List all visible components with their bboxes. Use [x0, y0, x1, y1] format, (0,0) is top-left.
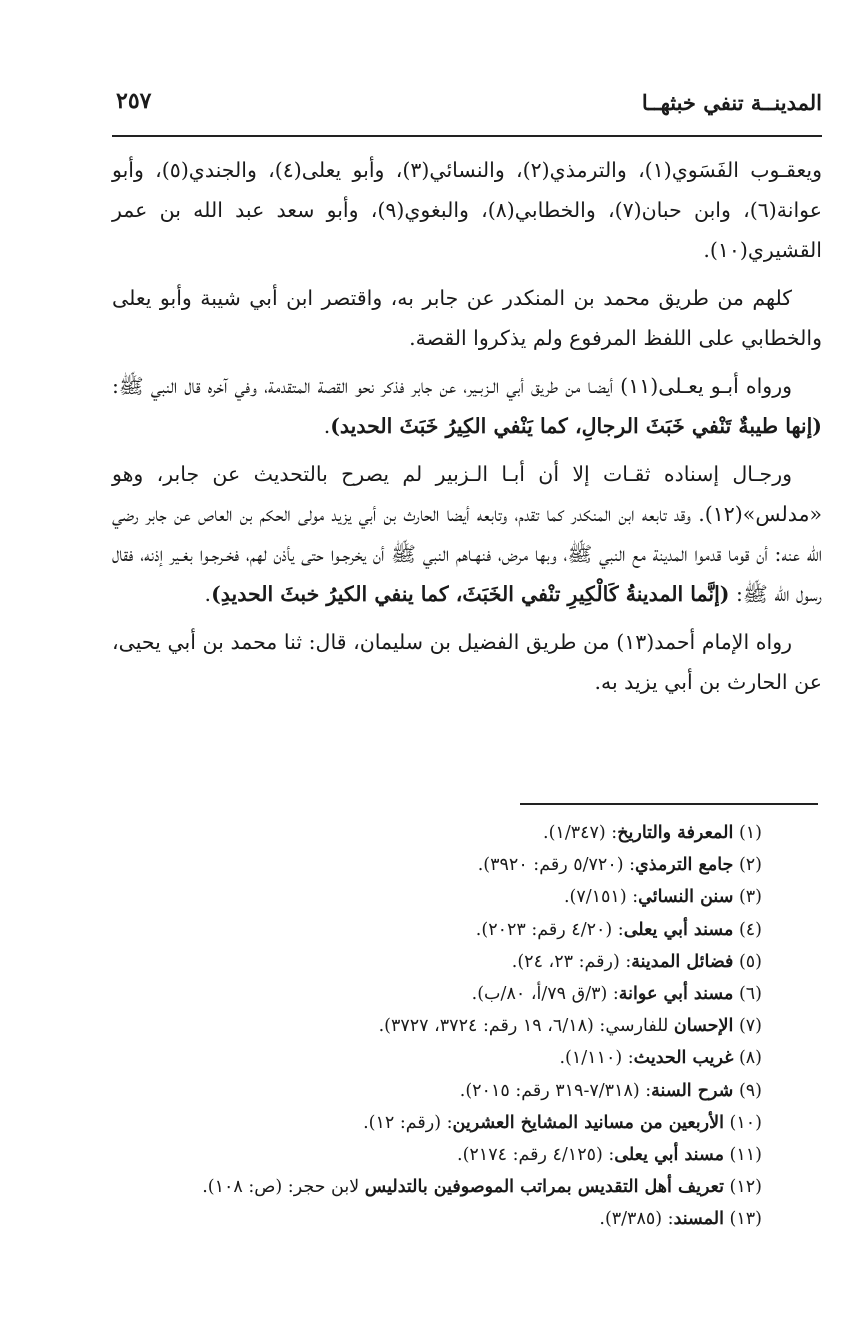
- footnote-ref: : (١/٣٤٧).: [543, 823, 618, 843]
- footnote-number: (٨): [738, 1048, 762, 1069]
- footnote-source: تعريف أهل التقديس بمراتب الموصوفين بالتدليس: [364, 1177, 724, 1198]
- footnote-source: الإحسان: [673, 1016, 734, 1037]
- footnote-number: (٧): [738, 1016, 762, 1037]
- main-text: [112, 150, 822, 710]
- running-title: المدينــة تنفي خبثهــا: [641, 90, 822, 115]
- header-rule: [112, 135, 822, 137]
- page-header: [112, 84, 822, 128]
- footnotes: [112, 817, 762, 1236]
- page-number: ٢٥٧: [116, 88, 152, 114]
- footnote-ref: : (٤/٢٠ رقم: ٢٠٢٣).: [475, 919, 624, 940]
- footnote-number: (١٢): [729, 1177, 762, 1198]
- footnote-number: (٣): [738, 887, 762, 908]
- footnote-number: (١٠): [729, 1112, 762, 1133]
- footnote-ref: : (٥/٧٢٠ رقم: ٣٩٢٠).: [477, 855, 636, 876]
- paragraph-3: [112, 366, 822, 446]
- footnote-12: [112, 1171, 762, 1203]
- paragraph-3-end: .: [323, 414, 331, 438]
- footnote-4: [112, 914, 762, 946]
- footnote-ref: : (٤/١٢٥ رقم: ٢١٧٤).: [457, 1145, 615, 1166]
- footnote-source: شرح السنة: [651, 1080, 734, 1101]
- footnote-ref: : (٧/١٥١).: [563, 887, 639, 908]
- footnote-number: (٤): [738, 919, 762, 940]
- footnote-6: [112, 978, 762, 1010]
- footnote-1: [112, 817, 762, 849]
- paragraph-1: ويعقـوب الفَسَوي(١)، والترمذي(٢)، والنسائي(٣)، وأبو يعلى(٤)، والجندي(٥)، وأبو عوانة(٦)، وابن حبان(٧)، والخطابي(٨)، والبغوي(٩)، وأبو سعد عبد الله بن عمر القشيري(١٠).: [112, 158, 822, 262]
- footnote-source: سنن النسائي: [638, 887, 734, 908]
- paragraph-3-text: ورواه أبـو يعـلى(١١) أيضـا من طريق أبي الـزبـير، عن جابر فذكر نحو القصة المتقدمة، وفي آخره قال النبي ﷺ:: [112, 374, 793, 398]
- footnote-number: (٥): [738, 951, 762, 972]
- footnote-number: (١٣): [729, 1209, 762, 1230]
- footnote-2: [112, 849, 762, 881]
- footnote-ref: : (٧/٣١٨-٣١٩ رقم: ٢٠١٥).: [459, 1080, 652, 1101]
- paragraph-4-end: .: [204, 582, 212, 606]
- paragraph-5: رواه الإمام أحمد(١٣) من طريق الفضيل بن سليمان، قال: ثنا محمد بن أبي يحيى، عن الحارث بن أبي يزيد به.: [112, 630, 822, 694]
- footnote-source: غريب الحديث: [633, 1048, 734, 1069]
- footnote-ref: : (١/١١٠).: [559, 1048, 634, 1069]
- paragraph-4-text: ورجـال إسناده ثقـات إلا أن أبـا الـزبير لم يصرح بالتحديث عن جابر، وهو «مدلس»(١٢). وقد تابعه ابن المنكدر كما تقدم، وتابعه أيضا الحارث بن أبي يزيد مولى الحكم بن العاص عن جابر رضي الله عنه: أن قوما قدموا المدينة مع النبي ﷺ، وبها مرض، فنهـاهم النبي ﷺ أن يخرجـوا حتى يأذن لهم، فخـرجـوا بغـير إذنه، فقال رسول الله ﷺ:: [112, 462, 822, 606]
- hadith-quote-2: (إنَّما المدينةُ كَالْكِيرِ تنْفي الخَبَثَ، كما ينفي الكيرُ خبثَ الحديدِ): [211, 582, 730, 606]
- footnote-source: المسند: [673, 1209, 724, 1230]
- footnote-number: (١): [738, 823, 762, 843]
- footnote-ref: لابن حجر: (ص: ١٠٨).: [202, 1177, 365, 1198]
- footnote-3: [112, 881, 762, 913]
- footnote-7: [112, 1010, 762, 1042]
- footnote-source: الأربعين من مسانيد المشايخ العشرين: [452, 1112, 724, 1133]
- footnote-ref: : (رقم: ٢٣، ٢٤).: [511, 951, 632, 972]
- footnote-source: مسند أبي عوانة: [618, 984, 734, 1005]
- paragraph-2: كلهم من طريق محمد بن المنكدر عن جابر به، واقتصر ابن أبي شيبة وأبو يعلى والخطابي على اللفظ المرفوع ولم يذكروا القصة.: [112, 286, 822, 350]
- footnote-source: مسند أبي يعلى: [614, 1145, 724, 1166]
- footnote-5: [112, 946, 762, 978]
- footnote-ref: : (٣/ق ٧٩/أ، ٨٠/ب).: [471, 984, 619, 1005]
- footnote-source: فضائل المدينة: [631, 951, 734, 972]
- footnote-source: المعرفة والتاريخ: [617, 823, 734, 843]
- footnote-number: (٦): [738, 984, 762, 1005]
- hadith-quote-1: (إنها طيبةٌ تَنْفي خَبَثَ الرجالِ، كما يَنْفي الكِيرُ خَبَثَ الحديد): [330, 414, 822, 438]
- footnote-separator: [520, 803, 818, 805]
- paragraph-4: [112, 454, 822, 614]
- footnote-number: (٩): [738, 1080, 762, 1101]
- footnote-ref: : (رقم: ١٢).: [363, 1112, 453, 1133]
- footnote-ref: للفارسي: (٦/١٨، ١٩ رقم: ٣٧٢٤، ٣٧٢٧).: [378, 1016, 674, 1037]
- footnote-9: [112, 1075, 762, 1107]
- footnote-ref: : (٣/٣٨٥).: [599, 1209, 674, 1230]
- footnote-13: [112, 1203, 762, 1235]
- footnote-number: (٢): [738, 855, 762, 876]
- footnote-11: [112, 1139, 762, 1171]
- footnote-8: [112, 1042, 762, 1074]
- footnote-source: جامع الترمذي: [635, 855, 734, 876]
- footnote-number: (١١): [729, 1145, 762, 1166]
- footnote-10: [112, 1107, 762, 1139]
- footnote-source: مسند أبي يعلى: [623, 919, 734, 940]
